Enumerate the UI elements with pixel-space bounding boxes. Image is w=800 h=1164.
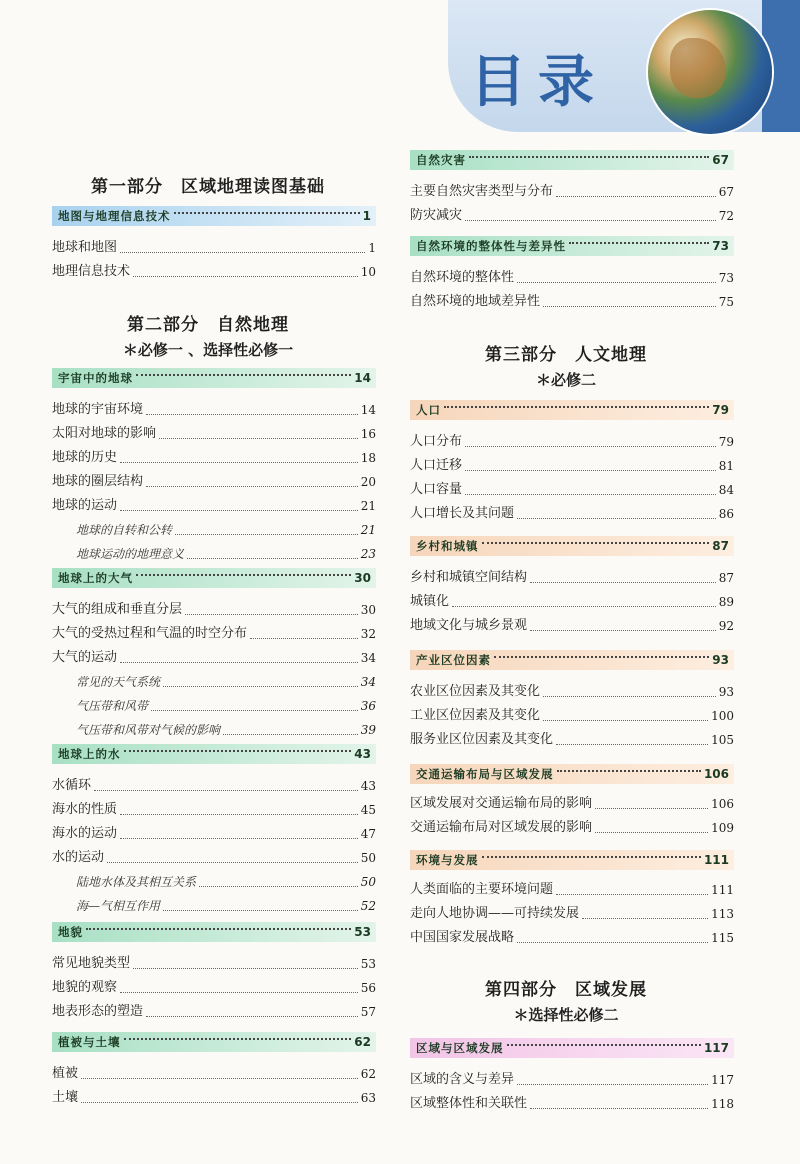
dot-leader [530,582,716,583]
entry-page-number: 39 [360,723,376,737]
section-page-number: 43 [354,747,371,761]
toc-entry[interactable] [410,504,734,524]
entry-page-number: 67 [718,185,734,199]
entry-page-number: 10 [360,265,376,279]
dot-leader [595,832,708,833]
toc-subentry[interactable] [52,520,376,540]
toc-entry[interactable] [410,928,734,948]
dot-leader [133,276,358,277]
dot-leader [124,1038,352,1040]
part-subtitle: ＊必修一 、选择性必修一 [122,341,294,359]
dot-leader [107,862,358,863]
entry-page-number: 92 [718,619,734,633]
entry-page-number: 47 [360,827,376,841]
dot-leader [517,282,716,283]
toc-entry[interactable] [410,818,734,838]
entry-title: 地球的运动 [52,498,118,513]
section-header[interactable] [410,650,734,670]
entry-title: 海水的运动 [52,826,118,841]
section-page-number: 1 [362,209,371,223]
toc-entry[interactable] [410,268,734,288]
section-title: 交通运输布局与区域发展 [416,767,554,781]
entry-page-number: 63 [360,1091,376,1105]
dot-leader [250,638,358,639]
dot-leader [569,242,709,244]
entry-title: 交通运输布局对区域发展的影响 [410,820,593,835]
entry-page-number: 34 [360,651,376,665]
section-title: 环境与发展 [416,853,479,867]
toc-entry[interactable] [52,954,376,974]
entry-title: 大气的受热过程和气温的时空分布 [52,626,248,641]
dot-leader [494,656,709,658]
entry-title: 地理信息技术 [52,264,131,279]
section-header[interactable] [410,150,734,170]
section-title: 地球上的大气 [58,571,133,585]
entry-page-number: 115 [711,931,734,945]
entry-page-number: 57 [360,1005,376,1019]
entry-page-number: 109 [711,821,734,835]
toc-entry[interactable] [410,592,734,612]
section-header[interactable] [410,1038,734,1058]
toc-entry[interactable] [52,448,376,468]
toc-subentry[interactable] [52,872,376,892]
dot-leader [146,1016,358,1017]
toc-subentry[interactable] [52,896,376,916]
dot-leader [444,406,709,408]
dot-leader [465,470,716,471]
dot-leader [136,374,351,376]
dot-leader [120,662,358,663]
entry-title: 自然环境的地域差异性 [410,294,541,309]
toc-subentry[interactable] [52,696,376,716]
part-heading [40,172,376,197]
toc-subentry[interactable] [52,544,376,564]
entry-title: 地域文化与城乡景观 [410,618,528,633]
toc-subentry[interactable] [52,720,376,740]
entry-title: 人口分布 [410,434,463,449]
toc-entry[interactable] [52,978,376,998]
section-page-number: 117 [703,1041,729,1055]
toc-entry[interactable] [410,794,734,814]
entry-title: 工业区位因素及其变化 [410,708,541,723]
globe-icon [648,10,772,134]
toc-entry[interactable] [410,730,734,750]
entry-title: 主要自然灾害类型与分布 [410,184,554,199]
dot-leader [517,518,716,519]
dot-leader [163,686,358,687]
entry-page-number: 89 [718,595,734,609]
entry-page-number: 56 [360,981,376,995]
part-subtitle: ＊必修二 [535,371,596,389]
entry-page-number: 86 [718,507,734,521]
dot-leader [120,462,358,463]
entry-title: 人口增长及其问题 [410,506,515,521]
section-title: 地球上的水 [58,747,121,761]
entry-page-number: 45 [360,803,376,817]
entry-page-number: 43 [360,779,376,793]
toc-entry[interactable] [52,238,376,258]
entry-page-number: 113 [711,907,734,921]
dot-leader [136,574,351,576]
entry-title: 大气的组成和垂直分层 [52,602,183,617]
toc-entry[interactable] [52,848,376,868]
section-page-number: 93 [712,653,729,667]
entry-page-number: 84 [718,483,734,497]
entry-page-number: 111 [711,883,734,897]
section-header[interactable] [52,206,376,226]
entry-title: 地球的自转和公转 [76,523,173,537]
section-page-number: 53 [354,925,371,939]
toc-entry[interactable] [52,1064,376,1084]
entry-page-number: 75 [718,295,734,309]
toc-entry[interactable] [410,456,734,476]
toc-entry[interactable] [52,472,376,492]
entry-title: 地表形态的塑造 [52,1004,144,1019]
section-page-number: 30 [354,571,371,585]
dot-leader [530,630,716,631]
dot-leader [223,734,358,735]
entry-title: 气压带和风带对气候的影响 [76,723,221,737]
entry-page-number: 73 [718,271,734,285]
entry-title: 大气的运动 [52,650,118,665]
dot-leader [146,486,358,487]
entry-page-number: 52 [360,899,376,913]
entry-title: 区域的含义与差异 [410,1072,515,1087]
entry-page-number: 50 [360,851,376,865]
toc-entry[interactable] [410,706,734,726]
dot-leader [543,306,716,307]
entry-title: 区域发展对交通运输布局的影响 [410,796,593,811]
section-page-number: 87 [712,539,729,553]
dot-leader [482,856,701,858]
section-title: 产业区位因素 [416,653,491,667]
entry-page-number: 81 [718,459,734,473]
dot-leader [556,744,708,745]
section-title: 地图与地理信息技术 [58,209,171,223]
toc-entry[interactable] [52,262,376,282]
dot-leader [556,894,708,895]
entry-title: 地球的宇宙环境 [52,402,144,417]
entry-page-number: 32 [360,627,376,641]
entry-page-number: 62 [360,1067,376,1081]
part-title: 第三部分 人文地理 [485,345,647,365]
toc-entry[interactable] [410,904,734,924]
dot-leader [175,534,358,535]
entry-page-number: 36 [360,699,376,713]
entry-page-number: 21 [360,523,376,537]
section-page-number: 67 [712,153,729,167]
section-page-number: 14 [354,371,371,385]
entry-page-number: 23 [360,547,376,561]
entry-title: 人口容量 [410,482,463,497]
section-header[interactable] [52,568,376,588]
entry-title: 走向人地协调——可持续发展 [410,906,580,921]
section-title: 自然环境的整体性与差异性 [416,239,566,253]
entry-title: 地球运动的地理意义 [76,547,185,561]
entry-page-number: 14 [360,403,376,417]
toc-entry[interactable] [52,648,376,668]
section-title: 人口 [416,403,441,417]
toc-entry[interactable] [52,1002,376,1022]
dot-leader [452,606,716,607]
toc-entry[interactable] [52,624,376,644]
toc-entry[interactable] [410,568,734,588]
entry-title: 地球的圈层结构 [52,474,144,489]
toc-entry[interactable] [52,824,376,844]
entry-title: 人类面临的主要环境问题 [410,882,554,897]
entry-page-number: 1 [368,241,376,255]
dot-leader [543,696,716,697]
section-page-number: 73 [712,239,729,253]
toc-entry[interactable] [52,600,376,620]
entry-title: 陆地水体及其相互关系 [76,875,197,889]
dot-leader [530,1108,708,1109]
entry-page-number: 79 [718,435,734,449]
toc-entry[interactable] [52,1088,376,1108]
dot-leader [120,814,358,815]
section-title: 地貌 [58,925,83,939]
dot-leader [482,542,710,544]
toc-entry[interactable] [52,800,376,820]
part-subtitle: ＊选择性必修二 [513,1006,619,1024]
dot-leader [517,942,708,943]
entry-title: 乡村和城镇空间结构 [410,570,528,585]
dot-leader [120,992,358,993]
entry-page-number: 30 [360,603,376,617]
section-title: 乡村和城镇 [416,539,479,553]
section-header[interactable] [410,536,734,556]
dot-leader [199,886,358,887]
entry-title: 服务业区位因素及其变化 [410,732,554,747]
toc-entry[interactable] [410,616,734,636]
entry-page-number: 50 [360,875,376,889]
toc-entry[interactable] [410,1070,734,1090]
toc-entry[interactable] [52,424,376,444]
entry-page-number: 72 [718,209,734,223]
section-title: 植被与土壤 [58,1035,121,1049]
part-heading [40,310,376,360]
entry-title: 城镇化 [410,594,450,609]
entry-page-number: 87 [718,571,734,585]
dot-leader [187,558,358,559]
part-title: 第四部分 区域发展 [485,980,647,1000]
dot-leader [556,196,716,197]
dot-leader [469,156,709,158]
entry-page-number: 105 [711,733,734,747]
toc-entry[interactable] [410,182,734,202]
toc-entry[interactable] [410,206,734,226]
dot-leader [86,928,351,930]
entry-title: 气压带和风带 [76,699,149,713]
dot-leader [163,910,358,911]
entry-page-number: 93 [718,685,734,699]
section-header[interactable] [410,236,734,256]
part-title: 第二部分 自然地理 [127,315,289,335]
entry-page-number: 117 [711,1073,734,1087]
entry-title: 区域整体性和关联性 [410,1096,528,1111]
dot-leader [146,414,358,415]
dot-leader [595,808,708,809]
entry-title: 海水的性质 [52,802,118,817]
entry-title: 农业区位因素及其变化 [410,684,541,699]
dot-leader [81,1078,358,1079]
dot-leader [151,710,358,711]
section-title: 区域与区域发展 [416,1041,504,1055]
section-header[interactable] [52,1032,376,1052]
toc-entry[interactable] [52,400,376,420]
toc-entry[interactable] [52,776,376,796]
entry-title: 太阳对地球的影响 [52,426,157,441]
entry-page-number: 18 [360,451,376,465]
entry-title: 人口迁移 [410,458,463,473]
part-title: 第一部分 区域地理读图基础 [91,177,325,197]
entry-title: 地貌的观察 [52,980,118,995]
section-page-number: 79 [712,403,729,417]
dot-leader [159,438,358,439]
section-header[interactable] [410,850,734,870]
dot-leader [94,790,358,791]
section-header[interactable] [52,922,376,942]
section-title: 宇宙中的地球 [58,371,133,385]
dot-leader [517,1084,708,1085]
section-header[interactable] [52,368,376,388]
dot-leader [507,1044,701,1046]
toc-entry[interactable] [410,292,734,312]
entry-title: 常见的天气系统 [76,675,161,689]
entry-page-number: 21 [360,499,376,513]
entry-title: 自然环境的整体性 [410,270,515,285]
dot-leader [543,720,708,721]
part-heading [398,340,734,390]
section-header[interactable] [52,744,376,764]
entry-page-number: 53 [360,957,376,971]
dot-leader [81,1102,358,1103]
section-page-number: 111 [703,853,729,867]
entry-title: 防灾减灾 [410,208,463,223]
dot-leader [124,750,352,752]
dot-leader [120,252,365,253]
dot-leader [465,446,716,447]
entry-page-number: 34 [360,675,376,689]
entry-title: 土壤 [52,1090,79,1105]
section-header[interactable] [410,400,734,420]
dot-leader [582,918,708,919]
dot-leader [185,614,358,615]
toc-entry[interactable] [52,496,376,516]
section-page-number: 62 [354,1035,371,1049]
entry-page-number: 100 [711,709,734,723]
entry-title: 海—气相互作用 [76,899,161,913]
entry-title: 常见地貌类型 [52,956,131,971]
entry-title: 水的运动 [52,850,105,865]
toc-entry[interactable] [410,682,734,702]
dot-leader [174,212,360,214]
dot-leader [120,838,358,839]
toc-entry[interactable] [410,480,734,500]
toc-entry[interactable] [410,880,734,900]
dot-leader [120,510,358,511]
section-header[interactable] [410,764,734,784]
dot-leader [465,220,716,221]
entry-title: 地球的历史 [52,450,118,465]
page-title: 目录 [470,50,606,115]
toc-subentry[interactable] [52,672,376,692]
dot-leader [465,494,716,495]
dot-leader [133,968,358,969]
toc-entry[interactable] [410,432,734,452]
entry-page-number: 16 [360,427,376,441]
section-title: 自然灾害 [416,153,466,167]
dot-leader [557,770,701,772]
entry-title: 植被 [52,1066,79,1081]
entry-title: 中国国家发展战略 [410,930,515,945]
entry-page-number: 20 [360,475,376,489]
entry-page-number: 118 [711,1097,734,1111]
section-page-number: 106 [703,767,729,781]
entry-title: 水循环 [52,778,92,793]
entry-page-number: 106 [711,797,734,811]
part-heading [398,975,734,1025]
toc-entry[interactable] [410,1094,734,1114]
entry-title: 地球和地图 [52,240,118,255]
